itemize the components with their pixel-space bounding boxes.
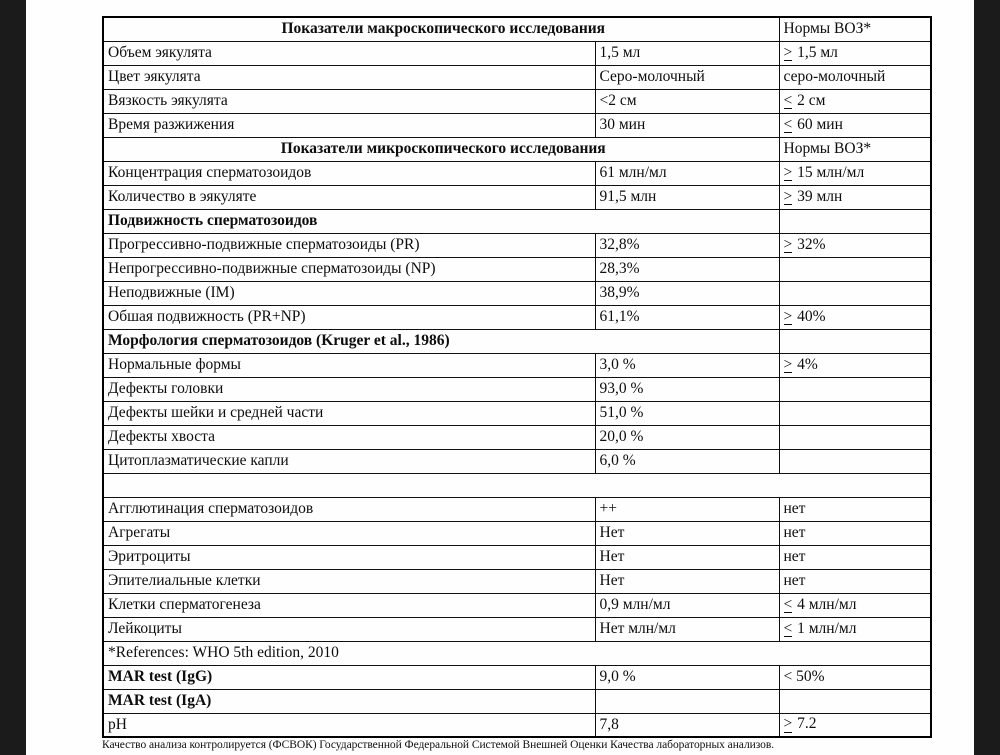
less-or-equal-symbol: < — [783, 91, 793, 109]
table-row — [103, 257, 931, 281]
table-row — [103, 521, 931, 545]
row-norm: < 1 млн/мл — [779, 617, 931, 641]
row-norm — [779, 401, 931, 425]
less-or-equal-symbol: < — [783, 619, 793, 637]
row-value: Нет — [595, 521, 779, 545]
row-value: Нет млн/мл — [595, 617, 779, 641]
row-label: Дефекты головки — [103, 377, 595, 401]
row-value: 30 мин — [595, 113, 779, 137]
greater-or-equal-symbol: > — [783, 187, 793, 205]
table-row — [103, 713, 931, 737]
norm-column-header: Нормы ВОЗ* — [779, 17, 931, 41]
norm-column-header: Нормы ВОЗ* — [779, 137, 931, 161]
row-norm: нет — [779, 569, 931, 593]
row-label: Агглютинация сперматозоидов — [103, 497, 595, 521]
row-value: 6,0 % — [595, 449, 779, 473]
row-label: Цвет эякулята — [103, 65, 595, 89]
row-label: Объем эякулята — [103, 41, 595, 65]
left-film-border — [0, 0, 26, 755]
row-label: Клетки сперматогенеза — [103, 593, 595, 617]
row-label: Нормальные формы — [103, 353, 595, 377]
row-norm: > 39 млн — [779, 185, 931, 209]
section-title: Показатели макроскопического исследования — [103, 17, 779, 41]
row-norm: нет — [779, 497, 931, 521]
row-norm: серо-молочный — [779, 65, 931, 89]
row-label: Концентрация сперматозоидов — [103, 161, 595, 185]
row-label: Непрогрессивно-подвижные сперматозоиды (NP) — [103, 257, 595, 281]
row-norm — [779, 377, 931, 401]
table-row — [103, 65, 931, 89]
row-value: 61 млн/мл — [595, 161, 779, 185]
row-norm: < 4 млн/мл — [779, 593, 931, 617]
row-norm — [779, 281, 931, 305]
table-row — [103, 113, 931, 137]
row-value: 3,0 % — [595, 353, 779, 377]
row-label: Лейкоциты — [103, 617, 595, 641]
table-row — [103, 185, 931, 209]
row-norm — [779, 449, 931, 473]
spacer-cell — [103, 473, 931, 497]
group-heading-norm — [779, 329, 931, 353]
row-label: pH — [103, 713, 595, 737]
row-value: 91,5 млн — [595, 185, 779, 209]
greater-or-equal-symbol: > — [783, 307, 793, 325]
greater-or-equal-symbol: > — [783, 235, 793, 253]
row-label: Обшая подвижность (PR+NP) — [103, 305, 595, 329]
spacer-row — [103, 473, 931, 497]
row-value: 0,9 млн/мл — [595, 593, 779, 617]
table-row — [103, 665, 931, 689]
row-value: <2 см — [595, 89, 779, 113]
document-page — [26, 0, 974, 755]
row-label: Дефекты шейки и средней части — [103, 401, 595, 425]
row-norm: > 32% — [779, 233, 931, 257]
table-row — [103, 401, 931, 425]
row-label: Дефекты хвоста — [103, 425, 595, 449]
row-value: 38,9% — [595, 281, 779, 305]
row-label: Эритроциты — [103, 545, 595, 569]
row-label: Агрегаты — [103, 521, 595, 545]
row-norm: < 50% — [779, 665, 931, 689]
semen-analysis-table — [102, 16, 932, 738]
table-row — [103, 425, 931, 449]
section-header-row — [103, 137, 931, 161]
table-row — [103, 689, 931, 713]
table-body — [103, 17, 931, 737]
row-label: Прогрессивно-подвижные сперматозоиды (PR) — [103, 233, 595, 257]
row-value: 1,5 мл — [595, 41, 779, 65]
row-value: 51,0 % — [595, 401, 779, 425]
table-row — [103, 593, 931, 617]
greater-or-equal-symbol: > — [783, 43, 793, 61]
row-value: 9,0 % — [595, 665, 779, 689]
greater-or-equal-symbol: > — [783, 355, 793, 373]
row-label: MAR test (IgG) — [103, 665, 595, 689]
greater-or-equal-symbol: > — [783, 715, 793, 733]
table-row — [103, 281, 931, 305]
row-value: Нет — [595, 569, 779, 593]
group-heading: Подвижность сперматозоидов — [103, 209, 779, 233]
table-row — [103, 545, 931, 569]
row-label: Эпителиальные клетки — [103, 569, 595, 593]
section-header-row — [103, 17, 931, 41]
row-norm: < 2 см — [779, 89, 931, 113]
table-row — [103, 161, 931, 185]
group-heading-row — [103, 329, 931, 353]
row-label: Неподвижные (IM) — [103, 281, 595, 305]
references-text: *References: WHO 5th edition, 2010 — [103, 641, 931, 665]
group-heading: Морфология сперматозоидов (Kruger et al., 1986) — [103, 329, 779, 353]
group-heading-row — [103, 209, 931, 233]
row-norm: нет — [779, 545, 931, 569]
row-norm: > 1,5 мл — [779, 41, 931, 65]
row-norm — [779, 689, 931, 713]
less-or-equal-symbol: < — [783, 595, 793, 613]
right-film-border — [974, 0, 1000, 755]
row-norm: нет — [779, 521, 931, 545]
row-value: 7,8 — [595, 713, 779, 737]
table-row — [103, 569, 931, 593]
table-row — [103, 497, 931, 521]
row-label: MAR test (IgA) — [103, 689, 595, 713]
row-norm: > 4% — [779, 353, 931, 377]
table-row — [103, 233, 931, 257]
row-label: Время разжижения — [103, 113, 595, 137]
group-heading-norm — [779, 209, 931, 233]
row-norm: < 60 мин — [779, 113, 931, 137]
greater-or-equal-symbol: > — [783, 163, 793, 181]
row-label: Цитоплазматические капли — [103, 449, 595, 473]
row-label: Количество в эякуляте — [103, 185, 595, 209]
table-row — [103, 617, 931, 641]
row-norm: > 40% — [779, 305, 931, 329]
quality-control-footnote: Качество анализа контролируется (ФСВОК) Государственной Федеральной Системой Внешней Оценки Качества лабораторных анализов. — [102, 739, 775, 751]
row-value: 28,3% — [595, 257, 779, 281]
table-row — [103, 41, 931, 65]
row-norm — [779, 257, 931, 281]
row-value: ++ — [595, 497, 779, 521]
row-value: Нет — [595, 545, 779, 569]
row-value: Серо-молочный — [595, 65, 779, 89]
row-value: 32,8% — [595, 233, 779, 257]
report-sheet — [102, 16, 930, 738]
table-row — [103, 305, 931, 329]
row-value: 93,0 % — [595, 377, 779, 401]
row-norm: > 7.2 — [779, 713, 931, 737]
table-row — [103, 377, 931, 401]
less-or-equal-symbol: < — [783, 115, 793, 133]
row-label: Вязкость эякулята — [103, 89, 595, 113]
row-norm — [779, 425, 931, 449]
table-row — [103, 353, 931, 377]
table-row — [103, 449, 931, 473]
section-title: Показатели микроскопического исследования — [103, 137, 779, 161]
table-row — [103, 89, 931, 113]
row-value: 20,0 % — [595, 425, 779, 449]
row-value — [595, 689, 779, 713]
row-norm: > 15 млн/мл — [779, 161, 931, 185]
row-value: 61,1% — [595, 305, 779, 329]
references-row — [103, 641, 931, 665]
